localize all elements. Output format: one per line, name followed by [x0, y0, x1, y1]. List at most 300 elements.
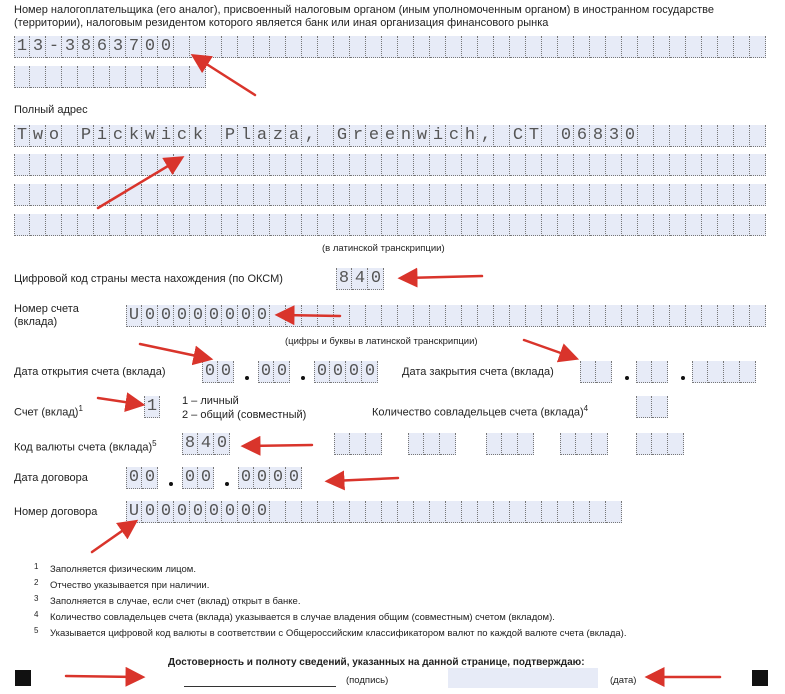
char-cell: [302, 36, 318, 58]
char-glyph: 0: [160, 37, 172, 56]
char-glyph: [318, 125, 334, 147]
char-glyph: i: [432, 126, 444, 145]
char-cell: [14, 154, 30, 176]
contract-date-year-value: [238, 467, 302, 489]
char-cell: [654, 125, 670, 147]
arrow-icon: [524, 340, 572, 357]
char-cell: [382, 36, 398, 58]
date-caption: (дата): [610, 675, 637, 686]
char-glyph: 3: [64, 37, 76, 56]
char-cell: [446, 184, 462, 206]
close-date-year[interactable]: [692, 361, 756, 383]
char-cell: [446, 501, 462, 523]
char-cell: [542, 184, 558, 206]
char-cell: [446, 154, 462, 176]
char-cell: [750, 214, 766, 236]
char-glyph: 4: [354, 269, 366, 288]
char-cell: [502, 433, 518, 455]
footnote-item: [34, 626, 754, 642]
char-glyph: 0: [144, 37, 156, 56]
char-cell: [126, 66, 142, 88]
char-cell: [62, 154, 78, 176]
char-cell: [302, 305, 318, 327]
char-cell: [734, 184, 750, 206]
corner-marker-right: [752, 670, 768, 686]
char-cell: [334, 305, 350, 327]
char-glyph: n: [400, 126, 412, 145]
char-cell: [206, 214, 222, 236]
char-cell: [606, 184, 622, 206]
char-cell: [414, 36, 430, 58]
char-cell: [654, 36, 670, 58]
footnote-number: 5: [34, 626, 39, 635]
char-cell: [350, 501, 366, 523]
char-cell: [526, 214, 542, 236]
char-cell: [206, 36, 222, 58]
char-cell: [574, 214, 590, 236]
char-cell: [494, 305, 510, 327]
char-glyph: 8: [184, 434, 196, 453]
char-cell: [424, 433, 440, 455]
char-cell: [494, 184, 510, 206]
char-glyph: 6: [96, 37, 108, 56]
char-cell: [270, 305, 286, 327]
char-cell: [110, 214, 126, 236]
footnote-item: [34, 562, 754, 578]
char-cell: [638, 125, 654, 147]
close-date-month[interactable]: [636, 361, 668, 383]
char-glyph: 0: [240, 502, 252, 521]
co-owners-label-text: Количество совладельцев счета (вклада): [372, 406, 584, 419]
arrow-icon: [332, 478, 398, 481]
char-cell: [62, 214, 78, 236]
char-cell: [622, 214, 638, 236]
char-cell: [286, 501, 302, 523]
footnote-text: Заполняется физическим лицом.: [50, 564, 196, 575]
char-cell: [670, 125, 686, 147]
account-type-option-personal: 1 – личный: [182, 395, 239, 407]
char-glyph: i: [160, 126, 172, 145]
char-glyph: 0: [144, 502, 156, 521]
char-cell: [622, 305, 638, 327]
char-cell: [724, 361, 740, 383]
char-cell: [638, 36, 654, 58]
char-glyph: 0: [128, 468, 140, 487]
address-field-row3[interactable]: [14, 184, 766, 206]
char-cell: [542, 36, 558, 58]
char-glyph: 0: [624, 126, 636, 145]
char-cell: [78, 154, 94, 176]
account-type-label: [14, 402, 83, 420]
char-glyph: 0: [224, 306, 236, 325]
char-cell: [638, 154, 654, 176]
char-cell: [366, 214, 382, 236]
char-cell: [750, 305, 766, 327]
char-cell: [318, 305, 334, 327]
char-glyph: k: [192, 126, 204, 145]
char-cell: [652, 396, 668, 418]
char-cell: [636, 361, 652, 383]
char-cell: [526, 501, 542, 523]
char-cell: [286, 36, 302, 58]
char-cell: [94, 154, 110, 176]
char-glyph: 0: [240, 468, 252, 487]
char-cell: [478, 154, 494, 176]
date-separator: [681, 376, 685, 380]
char-cell: [78, 214, 94, 236]
char-cell: [440, 433, 456, 455]
currency-code-field-3[interactable]: [408, 433, 456, 455]
char-cell: [654, 214, 670, 236]
char-cell: [622, 154, 638, 176]
char-cell: [174, 66, 190, 88]
char-cell: [686, 36, 702, 58]
char-cell: [430, 184, 446, 206]
char-cell: [542, 501, 558, 523]
char-cell: [94, 214, 110, 236]
char-cell: [558, 501, 574, 523]
char-cell: [670, 184, 686, 206]
char-glyph: a: [256, 126, 268, 145]
char-cell: [270, 184, 286, 206]
char-cell: [254, 214, 270, 236]
char-cell: [654, 184, 670, 206]
char-cell: [510, 214, 526, 236]
char-glyph: T: [16, 126, 28, 145]
char-cell: [462, 214, 478, 236]
char-cell: [302, 501, 318, 523]
char-glyph: ,: [304, 126, 316, 145]
char-glyph: 3: [112, 37, 124, 56]
char-glyph: 7: [128, 37, 140, 56]
char-glyph: 0: [256, 306, 268, 325]
char-cell: [606, 214, 622, 236]
open-date-day-value: [202, 361, 234, 383]
char-cell: [702, 184, 718, 206]
taxpayer-number-label: Номер налогоплательщика (его аналог), присвоенный налоговым органом (иным уполномоченным органом) в иностранном государстве (территории), налоговым резидентом которого является банк или иная организация финансового рынка: [14, 4, 714, 29]
char-cell: [46, 214, 62, 236]
close-date-label: Дата закрытия счета (вклада): [402, 366, 554, 378]
char-cell: [750, 154, 766, 176]
char-cell: [78, 66, 94, 88]
char-cell: [590, 154, 606, 176]
char-cell: [462, 184, 478, 206]
char-glyph: 4: [200, 434, 212, 453]
char-cell: [518, 433, 534, 455]
char-cell: [334, 433, 350, 455]
char-glyph: 0: [348, 362, 360, 381]
char-cell: [62, 66, 78, 88]
char-cell: [286, 184, 302, 206]
char-cell: [686, 184, 702, 206]
char-cell: [110, 66, 126, 88]
char-cell: [382, 214, 398, 236]
char-cell: [462, 305, 478, 327]
char-glyph: k: [128, 126, 140, 145]
co-owners-field[interactable]: [636, 396, 668, 418]
char-cell: [686, 154, 702, 176]
char-glyph: 3: [608, 126, 620, 145]
country-code-value: [336, 268, 384, 290]
char-cell: [334, 154, 350, 176]
char-cell: [302, 154, 318, 176]
char-cell: [222, 36, 238, 58]
char-cell: [478, 501, 494, 523]
char-glyph: ,: [480, 126, 492, 145]
char-cell: [462, 36, 478, 58]
char-glyph: w: [416, 126, 428, 145]
co-owners-label: [372, 402, 588, 420]
char-cell: [430, 501, 446, 523]
close-date-day[interactable]: [580, 361, 612, 383]
char-cell: [142, 214, 158, 236]
char-glyph: a: [288, 126, 300, 145]
char-cell: [526, 36, 542, 58]
currency-code-field-2[interactable]: [334, 433, 382, 455]
account-type-option-joint: 2 – общий (совместный): [182, 409, 307, 421]
char-cell: [206, 154, 222, 176]
char-cell: [430, 305, 446, 327]
char-cell: [478, 305, 494, 327]
address-value: [14, 125, 638, 147]
char-cell: [574, 154, 590, 176]
char-cell: [414, 214, 430, 236]
char-glyph: 0: [192, 306, 204, 325]
char-glyph: 0: [272, 468, 284, 487]
char-cell: [174, 184, 190, 206]
currency-code-label: [14, 437, 157, 455]
contract-number-label: Номер договора: [14, 506, 98, 518]
currency-code-value: [182, 433, 230, 455]
char-cell: [238, 214, 254, 236]
char-glyph: G: [336, 126, 348, 145]
footnote-number: 3: [34, 594, 39, 603]
char-cell: [558, 214, 574, 236]
currency-code-field-5[interactable]: [560, 433, 608, 455]
char-cell: [366, 305, 382, 327]
char-cell: [558, 305, 574, 327]
footnote-item: [34, 578, 754, 594]
date-separator: [169, 482, 173, 486]
char-glyph: l: [240, 126, 252, 145]
char-glyph: 0: [204, 362, 216, 381]
char-cell: [606, 501, 622, 523]
footnote-number: 4: [34, 610, 39, 619]
char-cell: [494, 214, 510, 236]
char-cell: [350, 184, 366, 206]
char-cell: [366, 36, 382, 58]
char-cell: [206, 184, 222, 206]
char-cell: [446, 36, 462, 58]
char-cell: [350, 214, 366, 236]
char-glyph: 0: [256, 502, 268, 521]
char-glyph: 0: [288, 468, 300, 487]
char-glyph: w: [144, 126, 156, 145]
address-field-row2[interactable]: [14, 154, 766, 176]
char-cell: [702, 214, 718, 236]
char-cell: [174, 154, 190, 176]
char-cell: [238, 184, 254, 206]
char-cell: [580, 361, 596, 383]
char-cell: [14, 214, 30, 236]
char-cell: [302, 214, 318, 236]
char-glyph: 3: [32, 37, 44, 56]
char-cell: [574, 305, 590, 327]
char-cell: [718, 125, 734, 147]
address-field-row4[interactable]: [14, 214, 766, 236]
currency-code-field-6[interactable]: [636, 433, 684, 455]
char-cell: [510, 184, 526, 206]
char-glyph: r: [352, 126, 364, 145]
char-cell: [158, 214, 174, 236]
char-cell: [334, 36, 350, 58]
char-cell: [398, 154, 414, 176]
char-cell: [270, 501, 286, 523]
taxpayer-number-value: [14, 36, 174, 58]
char-cell: [190, 184, 206, 206]
char-cell: [486, 433, 502, 455]
char-glyph: 0: [184, 468, 196, 487]
account-type-label-text: Счет (вклад): [14, 406, 79, 419]
char-glyph: -: [48, 37, 60, 56]
char-cell: [398, 501, 414, 523]
char-cell: [350, 433, 366, 455]
char-cell: [526, 305, 542, 327]
char-glyph: 0: [160, 502, 172, 521]
currency-code-field-4[interactable]: [486, 433, 534, 455]
char-cell: [560, 433, 576, 455]
char-cell: [718, 184, 734, 206]
char-cell: [318, 36, 334, 58]
account-number-value: [126, 305, 270, 327]
char-cell: [558, 36, 574, 58]
date-separator: [245, 376, 249, 380]
char-cell: [142, 154, 158, 176]
char-cell: [110, 154, 126, 176]
char-cell: [622, 36, 638, 58]
char-cell: [254, 36, 270, 58]
char-cell: [494, 154, 510, 176]
char-cell: [702, 154, 718, 176]
char-cell: [740, 361, 756, 383]
footnote-item: [34, 610, 754, 626]
char-cell: [446, 214, 462, 236]
char-glyph: 0: [370, 269, 382, 288]
footnote-text: Количество совладельцев счета (вклада) указывается в случае владения общим (совместным) счетом (вкладом).: [50, 612, 555, 623]
char-cell: [542, 214, 558, 236]
char-glyph: U: [128, 306, 140, 325]
char-cell: [78, 184, 94, 206]
char-glyph: T: [528, 126, 540, 145]
date-separator: [301, 376, 305, 380]
char-glyph: 1: [16, 37, 28, 56]
char-cell: [574, 501, 590, 523]
signature-line[interactable]: [184, 686, 336, 687]
char-cell: [382, 184, 398, 206]
char-cell: [382, 305, 398, 327]
char-cell: [526, 184, 542, 206]
char-cell: [734, 154, 750, 176]
char-cell: [366, 154, 382, 176]
char-cell: [318, 214, 334, 236]
char-cell: [222, 184, 238, 206]
char-cell: [574, 184, 590, 206]
char-cell: [750, 125, 766, 147]
arrow-icon: [140, 344, 206, 358]
char-cell: [494, 36, 510, 58]
char-glyph: [494, 125, 510, 147]
arrow-icon: [405, 276, 482, 278]
char-glyph: 8: [338, 269, 350, 288]
char-glyph: [542, 125, 558, 147]
footnote-ref: 1: [78, 404, 83, 413]
char-cell: [654, 305, 670, 327]
char-cell: [414, 501, 430, 523]
char-glyph: 0: [192, 502, 204, 521]
char-cell: [398, 184, 414, 206]
char-cell: [382, 501, 398, 523]
char-cell: [190, 66, 206, 88]
char-glyph: 8: [80, 37, 92, 56]
char-cell: [94, 184, 110, 206]
footnote-ref: 5: [152, 439, 157, 448]
char-glyph: 0: [276, 362, 288, 381]
char-cell: [430, 214, 446, 236]
char-glyph: i: [96, 126, 108, 145]
char-cell: [686, 214, 702, 236]
char-glyph: 0: [200, 468, 212, 487]
char-cell: [190, 214, 206, 236]
char-cell: [590, 305, 606, 327]
char-glyph: C: [512, 126, 524, 145]
account-type-value: [144, 396, 160, 418]
char-cell: [334, 501, 350, 523]
char-glyph: 0: [176, 502, 188, 521]
char-cell: [494, 501, 510, 523]
char-glyph: 8: [592, 126, 604, 145]
char-glyph: 0: [220, 362, 232, 381]
char-cell: [286, 214, 302, 236]
date-separator: [625, 376, 629, 380]
char-glyph: 0: [160, 306, 172, 325]
char-glyph: 0: [560, 126, 572, 145]
char-cell: [286, 154, 302, 176]
char-cell: [350, 305, 366, 327]
char-glyph: z: [272, 126, 284, 145]
char-glyph: e: [368, 126, 380, 145]
char-glyph: 0: [240, 306, 252, 325]
address-label: Полный адрес: [14, 104, 88, 116]
footnote-text: Указывается цифровой код валюты в соответствии с Общероссийским классификатором валют по каждой валюте счета (вклада).: [50, 628, 627, 639]
char-cell: [94, 66, 110, 88]
char-cell: [702, 36, 718, 58]
confirmation-text: Достоверность и полноту сведений, указанных на данной странице, подтверждаю:: [168, 657, 585, 668]
date-field[interactable]: [448, 668, 598, 688]
char-cell: [708, 361, 724, 383]
footnote-text: Заполняется в случае, если счет (вклад) открыт в банке.: [50, 596, 301, 607]
char-cell: [398, 305, 414, 327]
taxpayer-number-field-row2[interactable]: [14, 66, 206, 88]
char-cell: [638, 184, 654, 206]
char-glyph: e: [384, 126, 396, 145]
char-cell: [558, 184, 574, 206]
char-cell: [46, 154, 62, 176]
char-cell: [638, 305, 654, 327]
char-cell: [446, 305, 462, 327]
char-glyph: h: [464, 126, 476, 145]
char-cell: [734, 36, 750, 58]
char-cell: [110, 184, 126, 206]
